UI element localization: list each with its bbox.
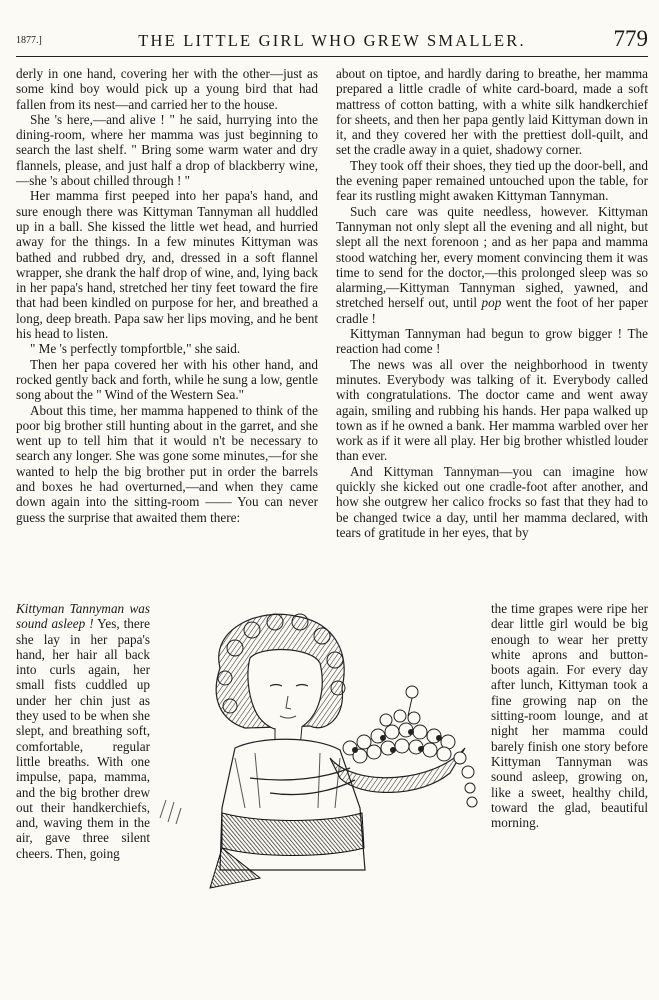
left-narrow-column (16, 601, 150, 861)
paragraph: Her mamma first peeped into her papa's hand, and sure enough there was Kittyman Tannyman all huddled up in a ball. She kissed the little wet head, and hurried away for the things. In a few minutes Kittyman was bathed and rubbed dry, and, dressed in a soft flannel wrapper, she drank the half drop of wine, and, lying back in her papa's hand, stretched her tiny feet toward the fire that had been kindled on purpose for her, and breathed a long, deep breath. Papa saw her lips moving, and he bent his head to listen. (16, 188, 318, 342)
paragraph-text: Yes, there she lay in her papa's hand, her hair all back into curls again, her small fists cuddled up under her chin just as they used to be when she slept, and breathing soft, comfortable, regular little breaths. With one impulse, papa, mamma, and the big brother drew out their handkerchiefs, and, waving them in the air, gave three silent cheers. Then, going (16, 616, 150, 861)
paragraph: Kittyman Tannyman had begun to grow bigger ! The reaction had come ! (336, 326, 648, 357)
paragraph: They took off their shoes, they tied up the door-bell, and the evening paper remained untouched upon the table, for fear its rustling might awaken Kittyman Tannyman. (336, 157, 648, 204)
header-rule (16, 56, 648, 57)
left-column (16, 66, 318, 525)
paragraph-text: went the foot of her paper cradle ! (336, 295, 648, 326)
right-narrow-column (491, 601, 648, 830)
girl-with-grapes-illustration (150, 608, 490, 890)
paragraph: about on tiptoe, and hardly daring to breathe, her mamma prepared a little cradle of white card-board, made a soft mattress of cotton batting, with a white silk handkerchief for sheets, and then her papa gently laid Kittyman down in it, and they covered her with the prettiest doll-quilt, and set the cradle away in a quiet, shadowy corner. (336, 66, 648, 158)
pop-word: pop (481, 295, 502, 311)
paragraph: derly in one hand, covering her with the other—just as some kind boy would pick up a young bird that had fallen from its nest—and carried her to the house. (16, 66, 318, 112)
right-column (336, 66, 648, 540)
paragraph (16, 601, 150, 861)
issue-year: 1877.] (16, 35, 42, 46)
running-title: THE LITTLE GIRL WHO GREW SMALLER. (138, 31, 526, 50)
girl-with-grape-bowl-engraving-icon (150, 608, 490, 890)
paragraph: She 's here,—and alive ! " he said, hurrying into the dining-room, where her mamma was just beginning to search the last shelf. " Bring some warm water and dry flannels, please, and just half a drop of blackberry wine,—she 's about chilled through ! " (16, 111, 318, 189)
paragraph: " Me 's perfectly tompfortble," she said. (30, 341, 241, 357)
paragraph: And Kittyman Tannyman—you can imagine how quickly she kicked out one cradle-foot after another, and how she outgrew her calico frocks so fast that they had to be changed twice a day, until her mamma declared, with tears of gratitude in her eyes, that by (336, 463, 648, 540)
paragraph: the time grapes were ripe her dear little girl would be big enough to wear her pretty white aprons and button-boots again. For every day after lunch, Kittyman took a fine growing nap on the sitting-room lounge, and at night her mamma could barely finish one story before Kittyman Tannyman was sound asleep, growing on, like a sweet, healthy child, toward the glad, beautiful morning. (491, 601, 648, 831)
paragraph: The news was all over the neighborhood in twenty minutes. Everybody was talking of it. Everybody called with congratulations. The doctor came and went away again, smiling and rubbing his hands. Her papa walked up town as if he owned a bank. Her mamma warbled over her work as if it were all play. Her big brother whistled louder than ever. (336, 356, 648, 464)
running-header (16, 26, 648, 50)
paragraph: About this time, her mamma happened to think of the poor big brother still hunting about in the garret, and she went up to tell him that it would n't be necessary to search any longer. She was gone some minutes,—for she wanted to help the big brother put in order the barrels and boxes he had overturned,—and when they came down again into the sitting-room —— You can never guess the surprise that awaited them there: (16, 402, 318, 525)
emphasis-text: Kittyman Tannyman was sound asleep ! (16, 601, 150, 632)
page-number: 779 (613, 26, 648, 51)
paragraph: Then her papa covered her with his other hand, and rocked gently back and forth, while he sung a low, gentle song about the " Wind of the Western Sea." (16, 356, 318, 403)
paragraph (336, 204, 648, 326)
paragraph-text: Such care was quite needless, however. Kittyman Tannyman not only slept all the evening and all night, but slept all the next forenoon ; and as her papa and mamma stood watching her, every moment convincing them it was time to send for the doctor,—this prolonged sleep was so alarming,—Kittyman Tannyman sighed, yawned, and stretched herself out, until (336, 203, 648, 311)
